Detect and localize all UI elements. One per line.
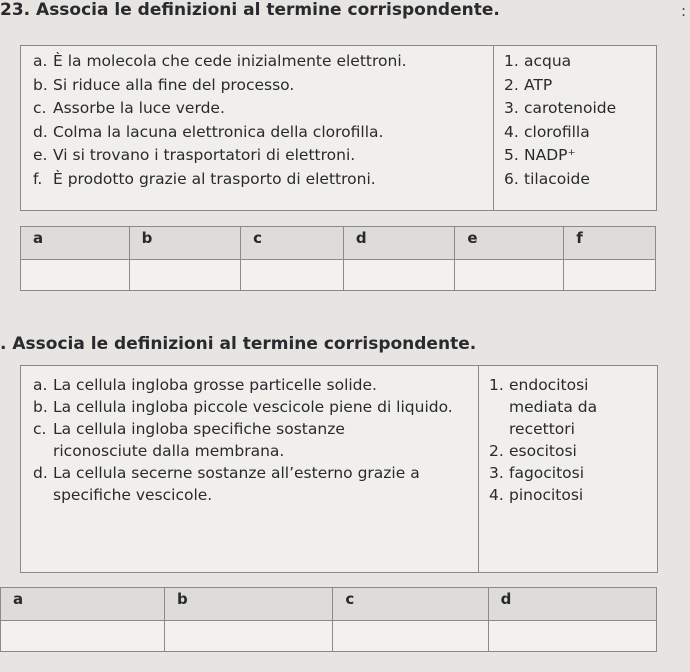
page-corner-mark: : <box>680 2 686 20</box>
term-item <box>504 168 656 192</box>
definition-item <box>33 374 478 396</box>
definition-item <box>33 50 493 74</box>
definition-text: È la molecola che cede inizialmente elettroni. <box>53 52 407 70</box>
answer-header-cell: c <box>333 588 488 621</box>
term-number: 5. <box>504 146 519 164</box>
exercise-23-definitions <box>21 46 494 210</box>
answer-input-row <box>21 260 656 291</box>
definition-text: Vi si trovano i trasportatori di elettroni. <box>53 146 356 164</box>
definition-text: Colma la lacuna elettronica della clorofilla. <box>53 122 384 141</box>
definition-text: La cellula secerne sostanze all’esterno grazie a specifiche vescicole. <box>53 464 420 504</box>
term-number: 1. <box>504 52 519 70</box>
definition-letter: d. <box>33 464 48 482</box>
answer-cell[interactable] <box>1 621 165 652</box>
definition-item <box>33 144 493 168</box>
answer-cell[interactable] <box>333 621 488 652</box>
answer-header-row <box>21 227 656 260</box>
term-text: clorofilla <box>524 122 590 141</box>
term-number: 2. <box>489 442 504 460</box>
term-item <box>489 484 657 506</box>
definition-item <box>33 418 478 462</box>
term-item <box>489 440 657 462</box>
answer-cell[interactable] <box>455 260 564 291</box>
answer-header-cell: d <box>488 588 656 621</box>
answer-cell[interactable] <box>164 621 332 652</box>
definition-text: La cellula ingloba piccole vescicole piene di liquido. <box>53 398 453 416</box>
definition-item <box>33 168 493 192</box>
term-number: 1. <box>489 376 504 394</box>
definition-letter: c. <box>33 420 47 438</box>
answer-header-cell: a <box>21 227 130 260</box>
term-text: endocitosi mediata da recettori <box>509 376 598 438</box>
definition-text: La cellula ingloba grosse particelle solide. <box>53 376 377 394</box>
definition-item <box>33 462 478 506</box>
answer-header-cell: e <box>455 227 564 260</box>
answer-cell[interactable] <box>488 621 656 652</box>
answer-header-cell: c <box>241 227 344 260</box>
definition-letter: e. <box>33 146 48 164</box>
answer-header-cell: a <box>1 588 165 621</box>
definition-text: È prodotto grazie al trasporto di elettroni. <box>53 169 376 188</box>
term-number: 6. <box>504 169 519 188</box>
exercise-24-answer-table <box>0 587 657 652</box>
exercise-23-answer-table <box>20 226 656 291</box>
definition-letter: c. <box>33 99 47 117</box>
term-text: NADP⁺ <box>524 146 576 164</box>
definition-letter: b. <box>33 75 48 94</box>
definition-letter: a. <box>33 52 48 70</box>
exercise-24-matching-box <box>20 365 658 573</box>
answer-header-cell: d <box>343 227 455 260</box>
term-item <box>504 144 656 168</box>
answer-cell[interactable] <box>129 260 241 291</box>
exercise-23-title: 23. Associa le definizioni al termine corrispondente. <box>0 0 500 20</box>
term-item <box>504 74 656 98</box>
term-item <box>504 121 656 145</box>
definition-item <box>33 396 478 418</box>
definition-text: La cellula ingloba specifiche sostanze riconosciute dalla membrana. <box>53 420 345 460</box>
definition-item <box>33 97 493 121</box>
answer-cell[interactable] <box>241 260 344 291</box>
term-number: 3. <box>489 464 504 482</box>
answer-header-cell: b <box>164 588 332 621</box>
definition-letter: d. <box>33 122 48 141</box>
exercise-23-terms <box>494 46 656 210</box>
term-item <box>489 462 657 484</box>
term-number: 3. <box>504 99 519 117</box>
term-text: ATP <box>524 75 553 94</box>
term-number: 2. <box>504 75 519 94</box>
term-text: carotenoide <box>524 99 617 117</box>
answer-cell[interactable] <box>21 260 130 291</box>
exercise-24-title: . Associa le definizioni al termine corrispondente. <box>0 334 477 354</box>
exercise-23-matching-box <box>20 45 657 211</box>
answer-header-cell: b <box>129 227 241 260</box>
definition-letter: a. <box>33 376 48 394</box>
exercise-24-definitions <box>21 366 479 572</box>
answer-cell[interactable] <box>343 260 455 291</box>
definition-text: Assorbe la luce verde. <box>53 99 225 117</box>
term-text: pinocitosi <box>509 486 584 504</box>
term-item <box>504 50 656 74</box>
term-item <box>504 97 656 121</box>
answer-cell[interactable] <box>564 260 656 291</box>
answer-header-row <box>1 588 657 621</box>
definition-letter: b. <box>33 398 48 416</box>
answer-header-cell: f <box>564 227 656 260</box>
exercise-24-terms <box>479 366 657 572</box>
definition-letter: f. <box>33 169 43 188</box>
term-number: 4. <box>489 486 504 504</box>
term-number: 4. <box>504 122 519 141</box>
definition-item <box>33 74 493 98</box>
term-text: esocitosi <box>509 442 577 460</box>
term-text: fagocitosi <box>509 464 585 482</box>
definition-item <box>33 121 493 145</box>
term-text: acqua <box>524 52 572 70</box>
definition-text: Si riduce alla fine del processo. <box>53 75 295 94</box>
answer-input-row <box>1 621 657 652</box>
term-item <box>489 374 657 440</box>
term-text: tilacoide <box>524 169 590 188</box>
